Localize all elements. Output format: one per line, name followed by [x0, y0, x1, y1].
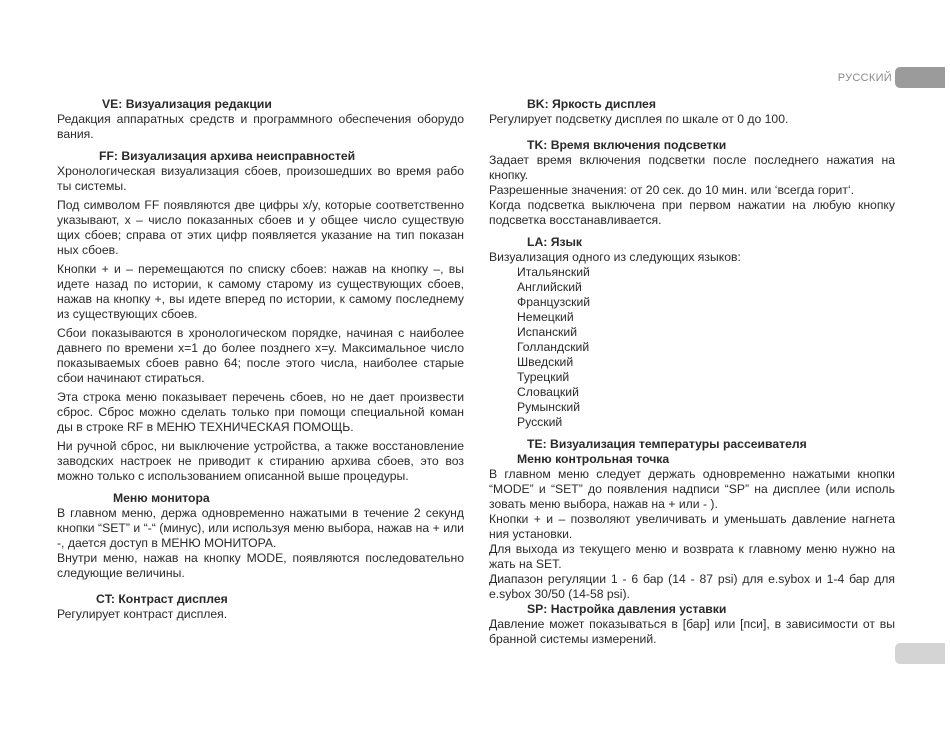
cp-paragraph-1: В главном меню следует держать одновременно нажатыми кнопки “MODE” и “SET” до появления надписи “SP” на дисплее (или исполь зовать меню выбора, нажав на + или - ).: [489, 467, 895, 511]
language-tab-marker: [895, 67, 945, 88]
ff-paragraph-6: Ни ручной сброс, ни выключение устройства, а также восстановление заводских настроек не приводит к стиранию архива сбоев, это воз можно только с использованием описанной выше процедуры.: [57, 439, 464, 483]
bk-text: Регулирует подсветку дисплея по шкале от 0 до 100.: [489, 112, 789, 126]
ff-heading: FF: Визуализация архива неисправностей: [99, 149, 356, 163]
list-item: Голландский: [517, 340, 590, 354]
language-list: [489, 265, 895, 430]
tk-paragraph-1: Задает время включения подсветки после последнего нажатия на кнопку.: [489, 153, 895, 182]
language-label: РУССКИЙ: [837, 72, 892, 84]
ve-heading: VE: Визуализация редакции: [102, 97, 272, 111]
ct-heading: CT: Контраст дисплея: [96, 592, 228, 606]
list-item: Итальянский: [517, 265, 590, 279]
right-column: [489, 97, 895, 647]
list-item: Испанский: [517, 325, 578, 339]
ff-paragraph-3: Кнопки + и – перемещаются по списку сбоев: нажав на кнопку –, вы идете назад по истории, к самому старому из существующих сбоев, нажав на кнопку +, вы идете вперед по истории, к самому последнему из существующих сбоев.: [57, 262, 464, 321]
tk-paragraph-2: Разрешенные значения: от 20 сек. до 10 мин. или ‘всегда горит‘.: [489, 183, 855, 197]
list-item: Немецкий: [517, 310, 574, 324]
la-text: Визуализация одного из следующих языков:: [489, 250, 741, 264]
tk-heading: TK: Время включения подсветки: [527, 138, 727, 152]
list-item: Французский: [517, 295, 591, 309]
left-column: [57, 97, 464, 622]
ff-paragraph-5: Эта строка меню показывает перечень сбоев, но не дает произвести сброс. Сброс можно сделать только при помощи специальной коман ды в строке RF в МЕНЮ ТЕХНИЧЕСКАЯ ПОМОЩЬ.: [57, 390, 464, 434]
monitor-paragraph-1: В главном меню, держа одновременно нажатыми в течение 2 секунд кнопки “SET” и “-“ (минус), или используя меню выбора, нажав на + или -, дается доступ в МЕНЮ МОНИТОРА.: [57, 506, 464, 550]
bk-heading: BK: Яркость дисплея: [527, 97, 656, 111]
la-heading: LA: Язык: [527, 235, 583, 249]
monitor-paragraph-2: Внутри меню, нажав на кнопку MODE, появляются последовательно следующие величины.: [57, 551, 464, 580]
list-item: Словацкий: [517, 385, 579, 399]
cp-paragraph-3: Для выхода из текущего меню и возврата к главному меню нужно на жать на SET.: [489, 542, 895, 571]
monitor-menu-heading: Меню монитора: [113, 491, 210, 505]
sp-heading: SP: Настройка давления уставки: [527, 602, 727, 616]
list-item: Английский: [517, 280, 582, 294]
ff-paragraph-4: Сбои показываются в хронологическом порядке, начиная с наиболее давнего по времени x=1 до более позднего x=y. Максимальное число показываемых сбоев равно 64; после этого числа, наиболее старые сбои начинают стираться.: [57, 326, 464, 385]
ff-paragraph-2: Под символом FF появляются две цифры x/y, которые соответственно указывают, x – число показанных сбоев и y общее число существую щих сбоев; справа от этих цифр появляется указание на тип показан ных сбоев.: [57, 198, 464, 257]
list-item: Шведский: [517, 355, 574, 369]
list-item: Румынский: [517, 400, 580, 414]
page-tab-marker: [895, 643, 945, 664]
cp-paragraph-4: Диапазон регуляции 1 - 6 бар (14 - 87 psi) для e.sybox и 1-4 бар для e.sybox 30/50 (14-58 psi).: [489, 572, 895, 601]
list-item: Русский: [517, 415, 563, 429]
list-item: Турецкий: [517, 370, 570, 384]
sp-text: Давление может показываться в [бар] или [пси], в зависимости от вы бранной системы измерений.: [489, 617, 895, 646]
control-point-menu-heading: Меню контрольная точка: [517, 452, 670, 466]
ve-text: Редакция аппаратных средств и программного обеспечения оборудо вания.: [57, 112, 464, 141]
tk-paragraph-3: Когда подсветка выключена при первом нажатии на любую кнопку подсветка восстанавливается.: [489, 198, 895, 227]
ff-paragraph-1: Хронологическая визуализация сбоев, произошедших во время рабо ты системы.: [57, 164, 464, 193]
te-heading: TE: Визуализация температуры рассеивателя: [527, 437, 807, 451]
ct-text: Регулирует контраст дисплея.: [57, 607, 228, 621]
cp-paragraph-2: Кнопки + и – позволяют увеличивать и уменьшать давление нагнета ния установки.: [489, 512, 895, 541]
